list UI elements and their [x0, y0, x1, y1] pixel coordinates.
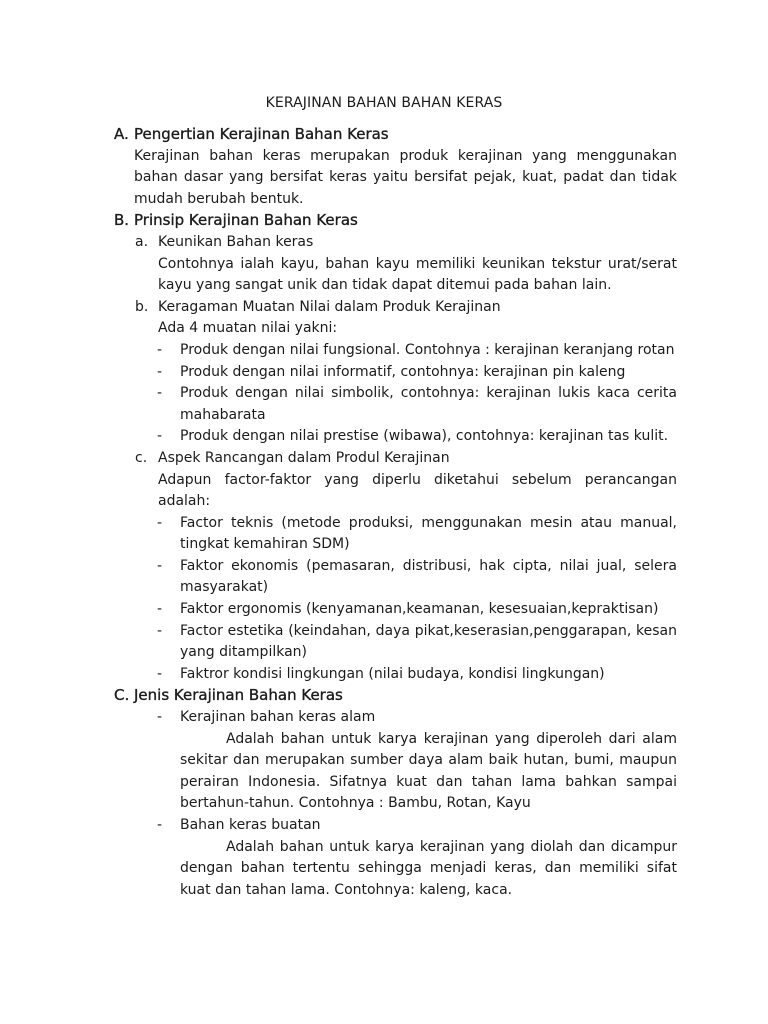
- dash-bullet: -: [157, 341, 163, 358]
- document-title: KERAJINAN BAHAN BAHAN KERAS: [265, 95, 503, 111]
- list-item: [114, 513, 677, 556]
- list-item: [114, 383, 677, 426]
- list-item-body-text: Adalah bahan untuk karya kerajinan yang diperoleh dari alam sekitar dan merupakan sumber daya alam baik hutan, bumi, maupun perairan Indonesia. Sifatnya kuat dan tahan lama bahkan sampai bertahun-tahun. Contohnya : Bambu, Rotan, Kayu: [180, 730, 677, 812]
- list-item: [114, 340, 677, 362]
- list-item: [114, 362, 677, 384]
- subsection-letter: b.: [135, 298, 149, 315]
- dash-bullet: -: [157, 428, 163, 445]
- list-item-text: Faktor ergonomis (kenyamanan,keamanan, kesesuaian,kepraktisan): [180, 601, 659, 618]
- dash-bullet: -: [157, 709, 163, 726]
- dash-bullet: -: [157, 363, 163, 380]
- dash-bullet: -: [157, 665, 163, 682]
- dash-bullet: -: [157, 557, 163, 574]
- subsection-heading-c: [114, 448, 677, 470]
- document-body: [114, 124, 677, 901]
- list-item-text: Faktor ekonomis (pemasaran, distribusi, hak cipta, nilai jual, selera masyarakat): [180, 557, 677, 596]
- list-item-text: Bahan keras buatan: [180, 817, 321, 833]
- section-heading-c: [114, 685, 677, 707]
- subsection-title: Aspek Rancangan dalam Produl Kerajinan: [158, 449, 450, 466]
- list-item-text: Faktror kondisi lingkungan (nilai budaya, kondisi lingkungan): [180, 665, 605, 682]
- subsection-body: Contohnya ialah kayu, bahan kayu memiliki keunikan tekstur urat/serat kayu yang sangat unik dan tidak dapat ditemui pada bahan lain.: [158, 255, 677, 294]
- dash-bullet: -: [157, 385, 163, 402]
- list-item: [114, 556, 677, 599]
- section-heading-text: Pengertian Kerajinan Bahan Keras: [134, 125, 389, 143]
- dash-bullet: -: [157, 622, 163, 639]
- subsection-heading-b: [114, 297, 677, 319]
- dash-bullet: -: [157, 817, 163, 833]
- list-item-text: Produk dengan nilai prestise (wibawa), contohnya: kerajinan tas kulit.: [180, 428, 669, 445]
- subsection-body: Adapun factor-faktor yang diperlu diketahui sebelum perancangan adalah:: [158, 471, 677, 510]
- list-item-text: Kerajinan bahan keras alam: [180, 709, 376, 726]
- list-item: [114, 707, 677, 729]
- subsection-title: Keragaman Muatan Nilai dalam Produk Kerajinan: [158, 298, 501, 315]
- section-letter: A.: [114, 125, 129, 143]
- list-item: [114, 621, 677, 664]
- section-heading-b: [114, 210, 677, 232]
- subsection-letter: a.: [135, 233, 149, 250]
- list-item-text: Produk dengan nilai informatif, contohnya: kerajinan pin kaleng: [180, 363, 626, 380]
- section-heading-a: [114, 124, 677, 146]
- list-item-text: Factor teknis (metode produksi, menggunakan mesin atau manual, tingkat kemahiran SDM): [180, 514, 677, 553]
- section-paragraph: Kerajinan bahan keras merupakan produk kerajinan yang menggunakan bahan dasar yang bersifat keras yaitu bersifat pejak, kuat, padat dan tidak mudah berubah bentuk.: [134, 147, 677, 207]
- list-item: [114, 599, 677, 621]
- list-item-body: [114, 837, 677, 902]
- list-item-body: [114, 729, 677, 815]
- list-item: [114, 426, 677, 448]
- section-letter: C.: [114, 686, 130, 705]
- list-item-text: Produk dengan nilai simbolik, contohnya: kerajinan lukis kaca cerita mahabarata: [180, 385, 677, 423]
- section-heading-text: Jenis Kerajinan Bahan Keras: [134, 686, 343, 705]
- list-item: [114, 815, 677, 837]
- list-item-text: Produk dengan nilai fungsional. Contohnya : kerajinan keranjang rotan: [180, 341, 675, 358]
- subsection-body: Ada 4 muatan nilai yakni:: [158, 320, 338, 337]
- list-item-body-text: Adalah bahan untuk karya kerajinan yang diolah dan dicampur dengan bahan tertentu sehingga menjadi keras, dan memiliki sifat kuat dan tahan lama. Contohnya: kaleng, kaca.: [180, 838, 677, 898]
- list-item-text: Factor estetika (keindahan, daya pikat,keserasian,penggarapan, kesan yang ditampilkan): [180, 622, 677, 661]
- subsection-title: Keunikan Bahan keras: [158, 233, 314, 250]
- section-heading-text: Prinsip Kerajinan Bahan Keras: [134, 211, 358, 230]
- dash-bullet: -: [157, 514, 163, 531]
- subsection-letter: c.: [135, 449, 148, 466]
- dash-bullet: -: [157, 601, 163, 618]
- subsection-heading-a: [114, 232, 677, 254]
- list-item: [114, 664, 677, 686]
- section-letter: B.: [114, 211, 130, 230]
